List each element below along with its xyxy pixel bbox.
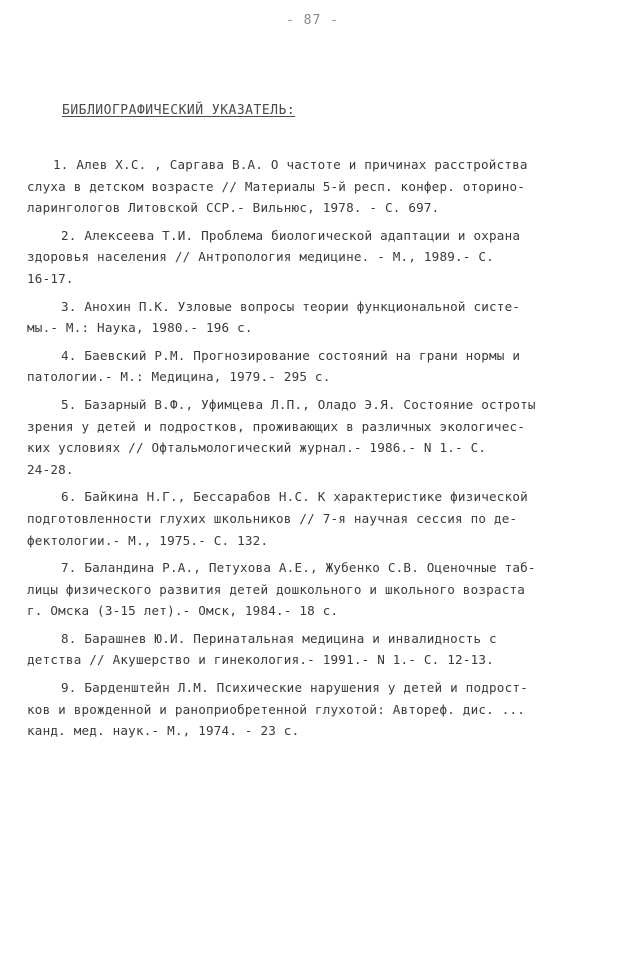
reference-line: 4. Баевский Р.М. Прогнозирование состояний на грани нормы и: [61, 347, 521, 363]
reference-line: 2. Алексеева Т.И. Проблема биологической адаптации и охрана: [61, 227, 521, 243]
reference-item: [27, 628, 602, 671]
reference-item: [27, 486, 602, 551]
reference-line: г. Омска (3-15 лет).- Омск, 1984.- 18 с.: [27, 603, 339, 619]
reference-item: [27, 557, 602, 622]
reference-line: канд. мед. наук.- М., 1974. - 23 с.: [27, 723, 300, 739]
reference-line: патологии.- М.: Медицина, 1979.- 295 с.: [27, 369, 331, 385]
reference-item: [27, 296, 602, 339]
reference-line: детства // Акушерство и гинекология.- 1991.- N 1.- С. 12-13.: [27, 652, 494, 668]
reference-item: [27, 677, 602, 742]
reference-line: зрения у детей и подростков, проживающих в различных экологичес-: [27, 418, 526, 434]
page-number: - 87 -: [286, 13, 339, 28]
reference-line: 16-17.: [27, 270, 74, 286]
reference-line: фектологии.- М., 1975.- С. 132.: [27, 532, 269, 548]
reference-line: 3. Анохин П.К. Узловые вопросы теории функциональной систе-: [61, 298, 521, 314]
reference-line: 1. Алев Х.С. , Саргава В.А. О частоте и причинах расстройства: [53, 157, 528, 172]
reference-line: здоровья населения // Антропология медицине. - М., 1989.- С.: [27, 249, 494, 265]
reference-line: 9. Барденштейн Л.М. Психические нарушения у детей и подрост-: [61, 680, 528, 696]
reference-line: подготовленности глухих школьников // 7-я научная сессия по де-: [27, 510, 518, 526]
reference-item: [27, 154, 602, 219]
reference-line: 7. Баландина Р.А., Петухова А.Е., Жубенко С.В. Оценочные таб-: [61, 560, 536, 576]
reference-line: лицы физического развития детей дошкольного и школьного возраста: [27, 581, 526, 597]
reference-line: мы.- М.: Наука, 1980.- 196 с.: [27, 320, 253, 336]
reference-list: [27, 154, 602, 742]
reference-item: [27, 345, 602, 388]
reference-line: 8. Барашнев Ю.И. Перинатальная медицина и инвалидность с: [61, 630, 497, 646]
reference-line: ларингологов Литовской ССР.- Вильнюс, 1978. - С. 697.: [27, 200, 440, 216]
reference-line: 5. Базарный В.Ф., Уфимцева Л.П., Оладо Э.Я. Состояние остроты: [61, 396, 536, 412]
reference-item: [27, 394, 602, 480]
reference-line: слуха в детском возрасте // Материалы 5-й респ. конфер. оторино-: [27, 178, 526, 194]
reference-line: ков и врожденной и раноприобретенной глухотой: Автореф. дис. ...: [27, 701, 526, 717]
bibliography-heading: БИБЛИОГРАФИЧЕСКИЙ УКАЗАТЕЛЬ:: [62, 103, 296, 118]
reference-item: [27, 225, 602, 290]
reference-line: 6. Байкина Н.Г., Бессарабов Н.С. К характеристике физической: [61, 489, 528, 505]
reference-line: ких условиях // Офтальмологический журнал.- 1986.- N 1.- С.: [27, 440, 487, 456]
reference-line: 24-28.: [27, 461, 74, 477]
